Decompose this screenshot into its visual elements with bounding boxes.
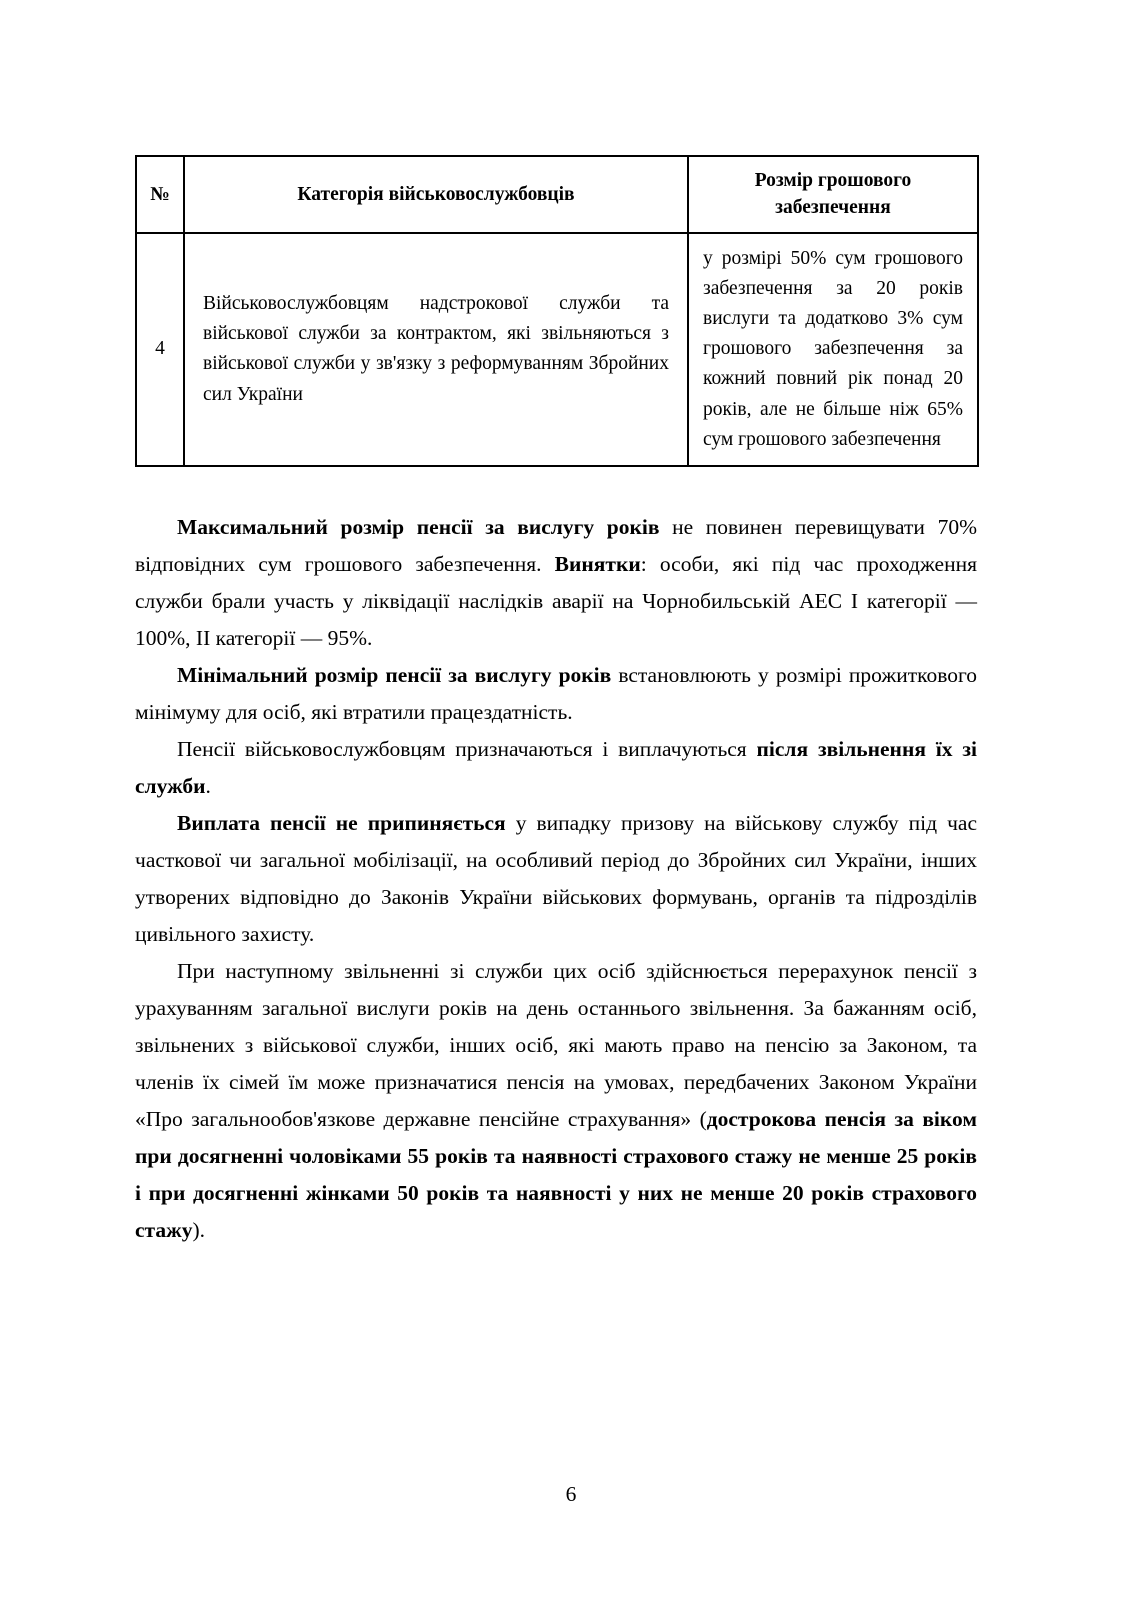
body-text <box>135 509 977 1249</box>
benefits-table <box>135 155 979 467</box>
paragraph-payment-after-discharge: Пенсії військовослужбовцям призначаються і виплачуються після звільнення їх зі служби. <box>135 737 977 799</box>
header-number: № <box>136 156 184 233</box>
page-number: 6 <box>565 1482 577 1506</box>
header-amount: Розмір грошового забезпечення <box>688 156 978 233</box>
cell-number: 4 <box>136 233 184 467</box>
table-header-row <box>136 156 978 233</box>
paragraph-payment-not-stopped: Виплата пенсії не припиняється у випадку призову на військову службу під час часткової чи загальної мобілізації, на особливий період до Збройних сил України, інших утворених відповідно до Законів України військових формувань, органів та підрозділів цивільного захисту. <box>135 811 977 947</box>
paragraph-max-pension: Максимальний розмір пенсії за вислугу років не повинен перевищувати 70% відповідних сум грошового забезпечення. Винятки: особи, які під час проходження служби брали участь у ліквідації наслідків аварії на Чорнобильській АЕС I категорії — 100%, II категорії — 95%. <box>135 515 977 651</box>
header-category: Категорія військовослужбовців <box>184 156 688 233</box>
table-row <box>136 233 978 467</box>
paragraph-min-pension: Мінімальний розмір пенсії за вислугу років встановлюють у розмірі прожиткового мінімуму для осіб, які втратили працездатність. <box>135 663 977 725</box>
cell-amount: у розмірі 50% сум грошового забезпечення за 20 років вислуги та додатково 3% сум грошового забезпечення за кожний повний рік понад 20 років, але не більше ніж 65% сум грошового забезпечення <box>688 233 978 467</box>
paragraph-recalculation: При наступному звільненні зі служби цих осіб здійснюється перерахунок пенсії з урахуванням загальної вислуги років на день останнього звільнення. За бажанням осіб, звільнених з військової служби, інших осіб, які мають право на пенсію за Законом, та членів їх сімей їм може призначатися пенсія на умовах, передбачених Законом України «Про загальнообов'язкове державне пенсійне страхування» (дострокова пенсія за віком при досягненні чоловіками 55 років та наявності страхового стажу не менше 25 років і при досягненні жінками 50 років та наявності у них не менше 20 років страхового стажу). <box>135 959 977 1243</box>
cell-category: Військовослужбовцям надстрокової служби та військової служби за контрактом, які звільняються з військової служби у зв'язку з реформуванням Збройних сил України <box>184 233 688 467</box>
